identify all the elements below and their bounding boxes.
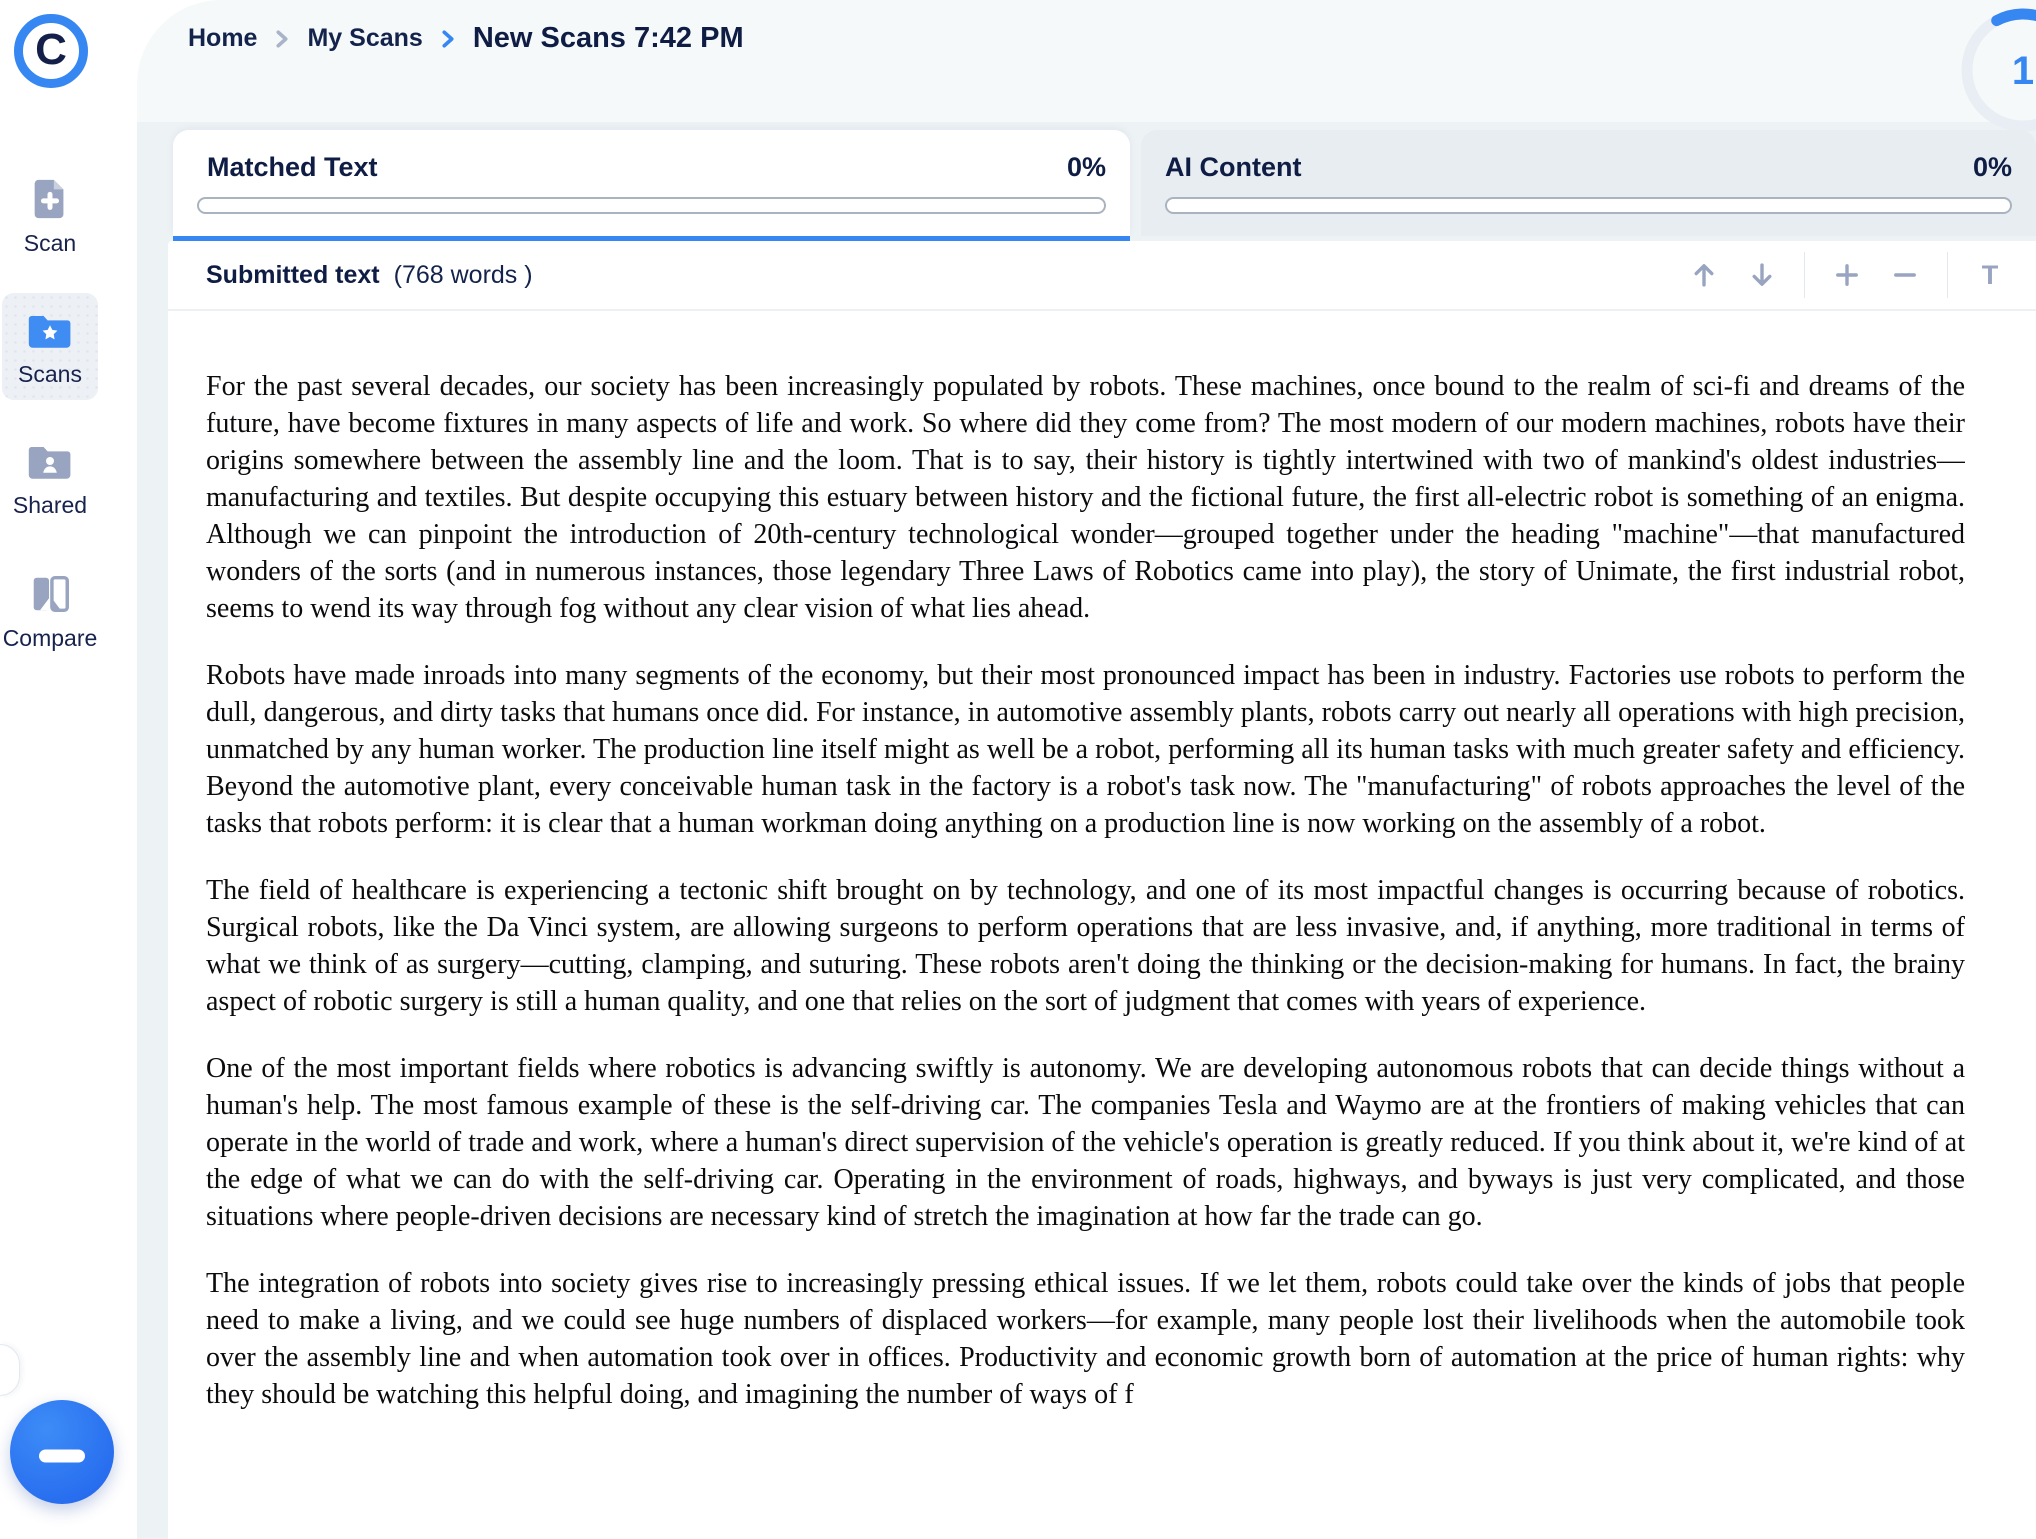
document-panel [168, 241, 2036, 1539]
plus-icon [1830, 258, 1864, 292]
tab-matched-text[interactable] [173, 130, 1130, 236]
scroll-up-button[interactable] [1682, 253, 1726, 297]
breadcrumb-my-scans[interactable]: My Scans [307, 24, 423, 52]
essay-paragraph: For the past several decades, our society has been increasingly populated by robots. These machines, once bound to the realm of sci-fi and dreams of the future, have become fixtures in many aspects of life and work. So where did they come from? The most modern of our modern machines, robots have their origins somewhere between the assembly line and the loom. That is to say, their history is tightly intertwined with two of mankind's oldest industries—manufacturing and textiles. But despite occupying this estuary between history and the fictional future, the first all-electric robot is something of an enigma. Although we can pinpoint the introduction of 20th-century technological wonder—grouped together under the heading "machine"—that manufactured wonders of the sorts (and in numerous instances, those legendary Three Laws of Robotics came into play), the story of Unimate, the first industrial robot, seems to wend its way through fog without any clear vision of what lies ahead. [206, 371, 1965, 624]
breadcrumb-current-scan: New Scans 7:42 PM [472, 22, 744, 54]
sidebar [0, 0, 137, 1539]
sidebar-nav [0, 160, 100, 688]
copyleaks-logo[interactable] [14, 14, 88, 88]
breadcrumb-home[interactable]: Home [188, 24, 258, 52]
sidebar-item-label: Scans [18, 361, 82, 387]
sidebar-item-label: Scan [23, 230, 77, 256]
submitted-text-label: Submitted text [206, 260, 380, 289]
folder-person-icon [26, 440, 74, 484]
zoom-in-button[interactable] [1825, 253, 1869, 297]
matched-text-label: Matched Text [207, 152, 378, 182]
file-plus-icon [27, 176, 73, 222]
sidebar-item-label: Compare [2, 625, 98, 651]
scroll-down-button[interactable] [1740, 253, 1784, 297]
matched-text-percent: 0% [1066, 152, 1106, 182]
chat-icon [39, 1450, 85, 1463]
ai-content-label: AI Content [1165, 152, 1302, 182]
tab-ai-content[interactable] [1141, 130, 2036, 236]
main-area [137, 0, 2036, 1539]
toolbar-buttons [1682, 252, 2012, 298]
scan-credits-value: 1 [2011, 49, 2035, 93]
logo-letter: C [35, 25, 67, 74]
breadcrumb [188, 22, 744, 55]
sidebar-item-shared[interactable] [2, 424, 98, 531]
sidebar-item-compare[interactable] [2, 555, 98, 664]
essay-paragraph: The field of healthcare is experiencing a tectonic shift brought on by technology, and one of its most impactful changes is occurring because of robotics. Surgical robots, like the Da Vinci system, are allowing surgeons to perform operations that are less invasive, and, if anything, more traditional in terms of what we think of as surgery—cutting, clamping, and suturing. These robots aren't doing the thinking or the decision-making for humans. In fact, the brainy aspect of robotic surgery is still a human quality, and one that relies on the sort of judgment that comes with years of experience. [206, 875, 1965, 1017]
chevron-right-icon [439, 28, 457, 50]
word-count: (768 words ) [393, 260, 533, 289]
matched-text-progressbar [197, 197, 1106, 214]
minus-icon [1888, 258, 1922, 292]
sidebar-item-label: Shared [12, 492, 88, 518]
text-size-button[interactable] [1968, 253, 2012, 297]
chat-widget-button[interactable] [10, 1400, 114, 1504]
arrow-down-icon [1745, 258, 1779, 292]
toolbar-divider [1947, 252, 1948, 298]
essay-paragraph: Robots have made inroads into many segments of the economy, but their most pronounced impact has been in industry. Factories use robots to perform the dull, dangerous, and dirty tasks that humans once did. For instance, in automotive assembly plants, robots carry out nearly all operations with high precision, unmatched by any human worker. The production line itself might as well be a robot, performing all its human tasks with much greater safety and efficiency. Beyond the automotive plant, every conceivable human task in the factory is a robot's task now. The "manufacturing" of robots approaches the level of the tasks that robots perform: it is clear that a human workman doing anything on a production line is now working on the assembly of a robot. [206, 660, 1965, 839]
essay-paragraph: The integration of robots into society gives rise to increasingly pressing ethical issues. If we let them, robots could take over the kinds of jobs that people need to make a living, and we could see huge numbers of displaced workers—for example, many people lost their livelihoods when the automobile took over the assembly line and when automation took over in offices. Productivity and economic growth born of automation at the price of human rights: why they should be watching this helpful doing, and imagining the number of ways of f [206, 1268, 1965, 1410]
sidebar-item-scan[interactable] [2, 160, 98, 269]
folder-star-icon [26, 309, 74, 353]
top-bar [137, 0, 2036, 122]
toolbar-divider [1804, 252, 1805, 298]
text-size-icon: T [1981, 259, 1999, 290]
arrow-up-icon [1687, 258, 1721, 292]
document-toolbar [168, 241, 2036, 311]
ai-content-progressbar [1165, 197, 2012, 214]
essay-paragraph: One of the most important fields where robotics is advancing swiftly is autonomy. We are developing autonomous robots that can decide things without a human's help. The most famous example of these is the self-driving car. The companies Tesla and Waymo are at the frontiers of making vehicles that can operate in the world of trade and work, where a human's direct supervision of the vehicle's operation is greatly reduced. If you think about it, we're kind of at the edge of what we can do with the self-driving car. Operating in the environment of roads, highways, and byways is just very complicated, and those situations where people-driven decisions are necessary kind of stretch the imagination at how far the trade can go. [206, 1053, 1965, 1232]
sidebar-item-scans[interactable] [2, 293, 98, 400]
chevron-right-icon [273, 28, 291, 50]
zoom-out-button[interactable] [1883, 253, 1927, 297]
ai-content-percent: 0% [1972, 152, 2012, 182]
document-title [206, 261, 533, 290]
essay[interactable] [206, 313, 1965, 1539]
compare-pages-icon [27, 571, 73, 617]
